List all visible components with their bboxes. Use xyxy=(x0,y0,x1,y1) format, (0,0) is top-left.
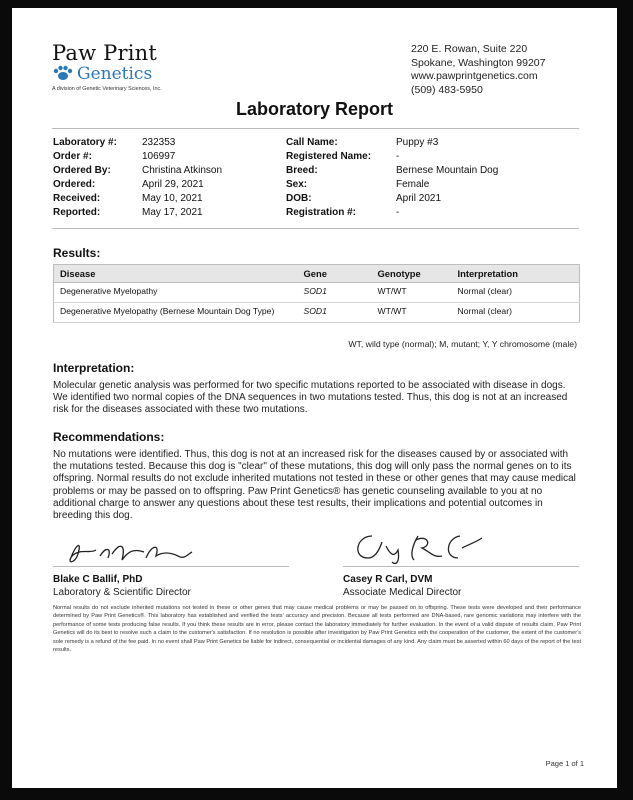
cell-gene: SOD1 xyxy=(298,283,372,303)
info-divider xyxy=(52,228,579,229)
report-page xyxy=(12,8,617,788)
info-value: - xyxy=(396,207,400,218)
address-city: Spokane, Washington 99207 xyxy=(411,56,546,69)
cell-disease: Degenerative Myelopathy xyxy=(54,283,298,303)
signer-name: Casey R Carl, DVM xyxy=(343,574,433,585)
results-heading: Results: xyxy=(53,246,101,260)
info-value: May 10, 2021 xyxy=(142,193,203,204)
info-value: April 2021 xyxy=(396,193,442,204)
info-label: Received: xyxy=(53,193,101,204)
signature-ballif xyxy=(60,534,210,568)
info-label: Reported: xyxy=(53,207,101,218)
interpretation-text: Molecular genetic analysis was performed for two specific mutations reported to be associated with disease in dogs. We identified two normal copies of the DNA sequences in two mutations tested. Thus, this dog is not at an increased risk for the diseases associated with these two mutations. xyxy=(53,380,568,416)
info-value: Puppy #3 xyxy=(396,137,439,148)
legal-disclaimer: Normal results do not exclude inherited mutations not tested in these or other genes that may cause medical problems or may be passed on to offspring. These tests were developed and their performance determined by Paw Print Genetics®. This laboratory has established and verified the tests' accuracy and precision. Because all tests performed are DNA-based, rare genomic variations may interfere with the performance of some tests producing false results. If you think these results are in error, please contact the laboratory immediately for further evaluation. In the event of a valid dispute of results claim, Paw Print Genetics will do its best to resolve such a claim to the customer's satisfaction. If no resolution is possible after investigation by Paw Print Genetics with the cooperation of the customer, the extent of the customer's sole remedy is a refund of the fee paid. In no event shall Paw Print Genetics be liable for indirect, consequential or incidental damages of any kind. Any claim must be asserted within 60 days of the report of the test results. xyxy=(53,605,581,654)
info-label: Registered Name: xyxy=(286,151,372,162)
info-value: Christina Atkinson xyxy=(142,165,223,176)
info-value: 106997 xyxy=(142,151,176,162)
recommendations-heading: Recommendations: xyxy=(53,430,165,444)
info-label: DOB: xyxy=(286,193,312,204)
cell-disease: Degenerative Myelopathy (Bernese Mountain Dog Type) xyxy=(54,303,298,323)
table-row xyxy=(54,283,580,303)
paw-print-icon xyxy=(52,65,74,81)
logo-genetics-text: Genetics xyxy=(77,64,153,84)
logo-tagline: A division of Genetic Veterinary Sciences, Inc. xyxy=(52,86,162,92)
address-website: www.pawprintgenetics.com xyxy=(411,70,538,82)
info-value: - xyxy=(396,151,400,162)
info-value: Bernese Mountain Dog xyxy=(396,165,499,176)
info-label: Call Name: xyxy=(286,137,338,148)
cell-interpretation: Normal (clear) xyxy=(452,303,580,323)
signature-line xyxy=(343,566,579,567)
recommendations-text: No mutations were identified. Thus, this dog is not at an increased risk for the diseases caused by or associated with the mutations tested. Because this dog is "clear" of these mutations, this dog will only pass the normal genes on to its offspring. Normal results do not exclude inherited mutations not tested in these or other genes that may cause medical problems or may be passed on to offspring. Paw Print Genetics® has genetic counseling available to you at no additional charge to answer any questions about these test results, their implications and potential outcomes in breeding this dog. xyxy=(53,449,576,522)
interpretation-heading: Interpretation: xyxy=(53,361,135,375)
report-title: Laboratory Report xyxy=(235,99,394,119)
info-label: Registration #: xyxy=(286,207,357,218)
signature-line xyxy=(53,566,289,567)
signer-title: Associate Medical Director xyxy=(343,587,462,598)
info-value: Female xyxy=(396,179,430,190)
signer-name: Blake C Ballif, PhD xyxy=(53,574,143,585)
column-header-gene: Gene xyxy=(298,265,372,283)
info-label: Ordered By: xyxy=(53,165,111,176)
signature-carl xyxy=(342,528,492,568)
info-label: Sex: xyxy=(286,179,308,190)
logo-wordmark-bottom xyxy=(52,64,152,84)
info-label: Breed: xyxy=(286,165,318,176)
address-phone: (509) 483-5950 xyxy=(411,83,483,96)
info-label: Order #: xyxy=(53,151,92,162)
results-table xyxy=(53,264,580,323)
column-header-disease: Disease xyxy=(54,265,298,283)
info-value: May 17, 2021 xyxy=(142,207,203,218)
cell-interpretation: Normal (clear) xyxy=(452,283,580,303)
genotype-legend: WT, wild type (normal); M, mutant; Y, Y chromosome (male) xyxy=(348,339,577,349)
lab-address xyxy=(411,43,545,97)
cell-gene: SOD1 xyxy=(298,303,372,323)
results-header-row xyxy=(54,265,580,283)
table-row xyxy=(54,303,580,323)
logo-wordmark-top: Paw Print xyxy=(52,41,158,65)
info-value: 232353 xyxy=(142,137,176,148)
cell-genotype: WT/WT xyxy=(372,283,452,303)
info-value: April 29, 2021 xyxy=(142,179,204,190)
column-header-genotype: Genotype xyxy=(372,265,452,283)
info-label: Ordered: xyxy=(53,179,96,190)
column-header-interpretation: Interpretation xyxy=(452,265,580,283)
address-street: 220 E. Rowan, Suite 220 xyxy=(411,43,528,55)
cell-genotype: WT/WT xyxy=(372,303,452,323)
info-label: Laboratory #: xyxy=(53,137,117,148)
signer-title: Laboratory & Scientific Director xyxy=(53,587,191,598)
title-divider xyxy=(52,128,579,129)
page-number: Page 1 of 1 xyxy=(545,759,584,768)
